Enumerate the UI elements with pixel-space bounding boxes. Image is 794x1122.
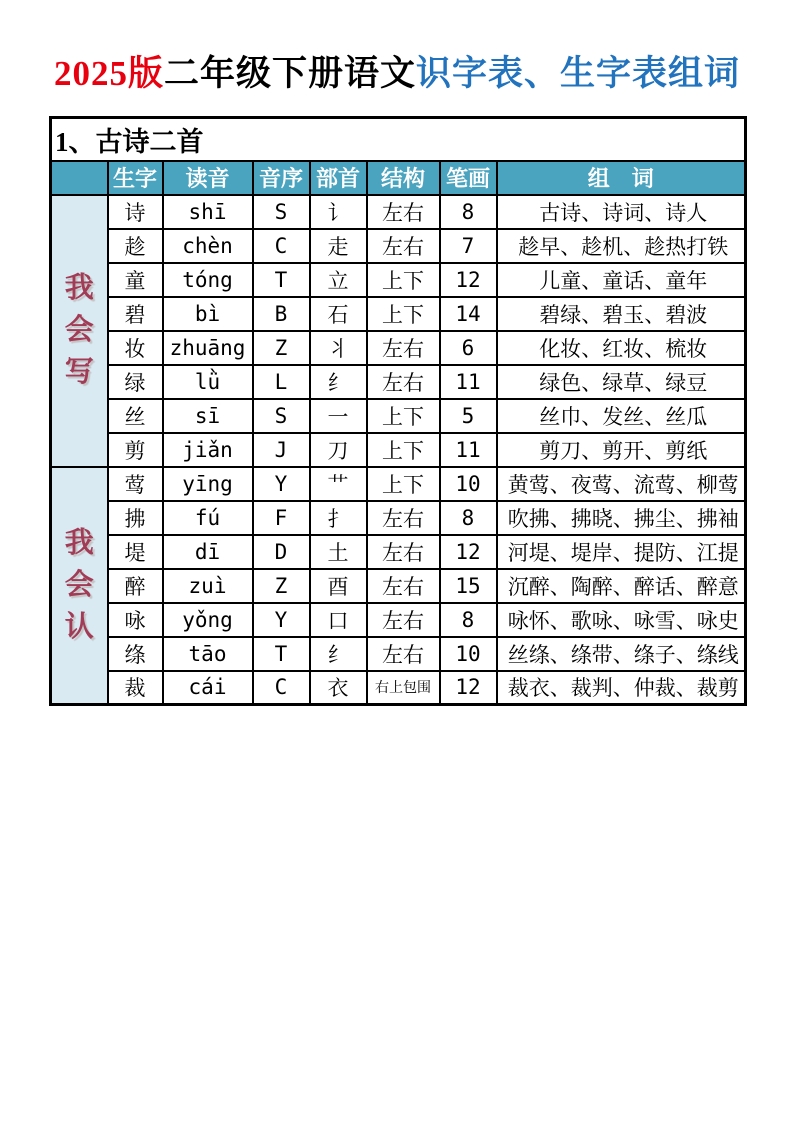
radical-cell: 立 (310, 263, 367, 297)
radical-cell: 衣 (310, 671, 367, 705)
header-structure: 结构 (367, 161, 440, 195)
words-cell: 化妆、红妆、梳妆 (497, 331, 746, 365)
table-row (51, 399, 746, 433)
pinyin-cell: dī (163, 535, 253, 569)
char-cell: 童 (108, 263, 163, 297)
strokes-cell: 6 (440, 331, 497, 365)
words-cell: 裁衣、裁判、仲裁、裁剪 (497, 671, 746, 705)
initial-cell: C (253, 671, 310, 705)
structure-cell: 左右 (367, 603, 440, 637)
strokes-cell: 14 (440, 297, 497, 331)
table-row (51, 671, 746, 705)
page-title-grade: 二年级下册语文 (163, 54, 416, 93)
structure-cell: 左右 (367, 331, 440, 365)
strokes-cell: 8 (440, 195, 497, 229)
structure-cell: 右上包围 (367, 671, 440, 705)
group-label-write (51, 195, 108, 467)
strokes-cell: 10 (440, 467, 497, 501)
char-cell: 绦 (108, 637, 163, 671)
initial-cell: T (253, 637, 310, 671)
char-cell: 裁 (108, 671, 163, 705)
vocab-table (49, 116, 747, 706)
strokes-cell: 7 (440, 229, 497, 263)
page-title-edition: 2025版 (53, 54, 164, 93)
words-cell: 丝绦、绦带、绦子、绦线 (497, 637, 746, 671)
page-title-subject: 识字表、生字表组词 (416, 54, 741, 93)
words-cell: 古诗、诗词、诗人 (497, 195, 746, 229)
words-cell: 黄莺、夜莺、流莺、柳莺 (497, 467, 746, 501)
header-initial: 音序 (253, 161, 310, 195)
radical-cell: 口 (310, 603, 367, 637)
table-row (51, 569, 746, 603)
initial-cell: Z (253, 569, 310, 603)
char-cell: 碧 (108, 297, 163, 331)
pinyin-cell: sī (163, 399, 253, 433)
initial-cell: D (253, 535, 310, 569)
table-row (51, 297, 746, 331)
strokes-cell: 12 (440, 535, 497, 569)
pinyin-cell: yīng (163, 467, 253, 501)
radical-cell: 纟 (310, 637, 367, 671)
words-cell: 丝巾、发丝、丝瓜 (497, 399, 746, 433)
pinyin-cell: jiǎn (163, 433, 253, 467)
table-row (51, 637, 746, 671)
strokes-cell: 8 (440, 603, 497, 637)
table-row (51, 535, 746, 569)
radical-cell: 石 (310, 297, 367, 331)
structure-cell: 左右 (367, 569, 440, 603)
radical-cell: 走 (310, 229, 367, 263)
header-char: 生字 (108, 161, 163, 195)
initial-cell: J (253, 433, 310, 467)
section-title-row (51, 118, 746, 161)
structure-cell: 左右 (367, 365, 440, 399)
char-cell: 剪 (108, 433, 163, 467)
table-row (51, 433, 746, 467)
structure-cell: 上下 (367, 297, 440, 331)
pinyin-cell: lǜ (163, 365, 253, 399)
table-row (51, 331, 746, 365)
radical-cell: 艹 (310, 467, 367, 501)
structure-cell: 左右 (367, 637, 440, 671)
structure-cell: 左右 (367, 195, 440, 229)
structure-cell: 左右 (367, 535, 440, 569)
structure-cell: 左右 (367, 229, 440, 263)
initial-cell: F (253, 501, 310, 535)
char-cell: 拂 (108, 501, 163, 535)
header-strokes: 笔画 (440, 161, 497, 195)
strokes-cell: 12 (440, 671, 497, 705)
initial-cell: B (253, 297, 310, 331)
char-cell: 丝 (108, 399, 163, 433)
pinyin-cell: bì (163, 297, 253, 331)
pinyin-cell: tāo (163, 637, 253, 671)
header-corner-cell (51, 161, 108, 195)
char-cell: 趁 (108, 229, 163, 263)
strokes-cell: 10 (440, 637, 497, 671)
table-row (51, 603, 746, 637)
table-row (51, 365, 746, 399)
initial-cell: S (253, 195, 310, 229)
group-label-text: 我 会 写 (64, 272, 94, 388)
initial-cell: L (253, 365, 310, 399)
char-cell: 诗 (108, 195, 163, 229)
table-row (51, 501, 746, 535)
initial-cell: Z (253, 331, 310, 365)
strokes-cell: 11 (440, 365, 497, 399)
initial-cell: Y (253, 603, 310, 637)
char-cell: 莺 (108, 467, 163, 501)
table-row (51, 467, 746, 501)
radical-cell: 扌 (310, 501, 367, 535)
radical-cell: 一 (310, 399, 367, 433)
radical-cell: 纟 (310, 365, 367, 399)
strokes-cell: 12 (440, 263, 497, 297)
structure-cell: 上下 (367, 263, 440, 297)
page-title (0, 0, 794, 96)
words-cell: 绿色、绿草、绿豆 (497, 365, 746, 399)
initial-cell: Y (253, 467, 310, 501)
words-cell: 河堤、堤岸、提防、江提 (497, 535, 746, 569)
words-cell: 碧绿、碧玉、碧波 (497, 297, 746, 331)
vocab-table-body (51, 118, 746, 705)
words-cell: 儿童、童话、童年 (497, 263, 746, 297)
radical-cell: 酉 (310, 569, 367, 603)
pinyin-cell: fú (163, 501, 253, 535)
table-header-row (51, 161, 746, 195)
pinyin-cell: tóng (163, 263, 253, 297)
structure-cell: 上下 (367, 433, 440, 467)
pinyin-cell: shī (163, 195, 253, 229)
header-radical: 部首 (310, 161, 367, 195)
pinyin-cell: zhuāng (163, 331, 253, 365)
radical-cell: 土 (310, 535, 367, 569)
words-cell: 咏怀、歌咏、咏雪、咏史 (497, 603, 746, 637)
strokes-cell: 15 (440, 569, 497, 603)
pinyin-cell: cái (163, 671, 253, 705)
words-cell: 趁早、趁机、趁热打铁 (497, 229, 746, 263)
header-words: 组 词 (497, 161, 746, 195)
initial-cell: S (253, 399, 310, 433)
pinyin-cell: zuì (163, 569, 253, 603)
pinyin-cell: chèn (163, 229, 253, 263)
radical-cell: 讠 (310, 195, 367, 229)
header-pinyin: 读音 (163, 161, 253, 195)
radical-cell: 刀 (310, 433, 367, 467)
group-label-text: 我 会 认 (64, 526, 94, 643)
table-row (51, 229, 746, 263)
initial-cell: C (253, 229, 310, 263)
char-cell: 咏 (108, 603, 163, 637)
words-cell: 剪刀、剪开、剪纸 (497, 433, 746, 467)
initial-cell: T (253, 263, 310, 297)
structure-cell: 上下 (367, 467, 440, 501)
char-cell: 绿 (108, 365, 163, 399)
char-cell: 堤 (108, 535, 163, 569)
section-title: 1、古诗二首 (51, 118, 746, 161)
strokes-cell: 5 (440, 399, 497, 433)
words-cell: 吹拂、拂晓、拂尘、拂袖 (497, 501, 746, 535)
strokes-cell: 8 (440, 501, 497, 535)
table-row (51, 263, 746, 297)
group-label-recognize (51, 467, 108, 705)
char-cell: 醉 (108, 569, 163, 603)
char-cell: 妆 (108, 331, 163, 365)
radical-cell: 丬 (310, 331, 367, 365)
structure-cell: 上下 (367, 399, 440, 433)
strokes-cell: 11 (440, 433, 497, 467)
table-row (51, 195, 746, 229)
pinyin-cell: yǒng (163, 603, 253, 637)
words-cell: 沉醉、陶醉、醉话、醉意 (497, 569, 746, 603)
structure-cell: 左右 (367, 501, 440, 535)
